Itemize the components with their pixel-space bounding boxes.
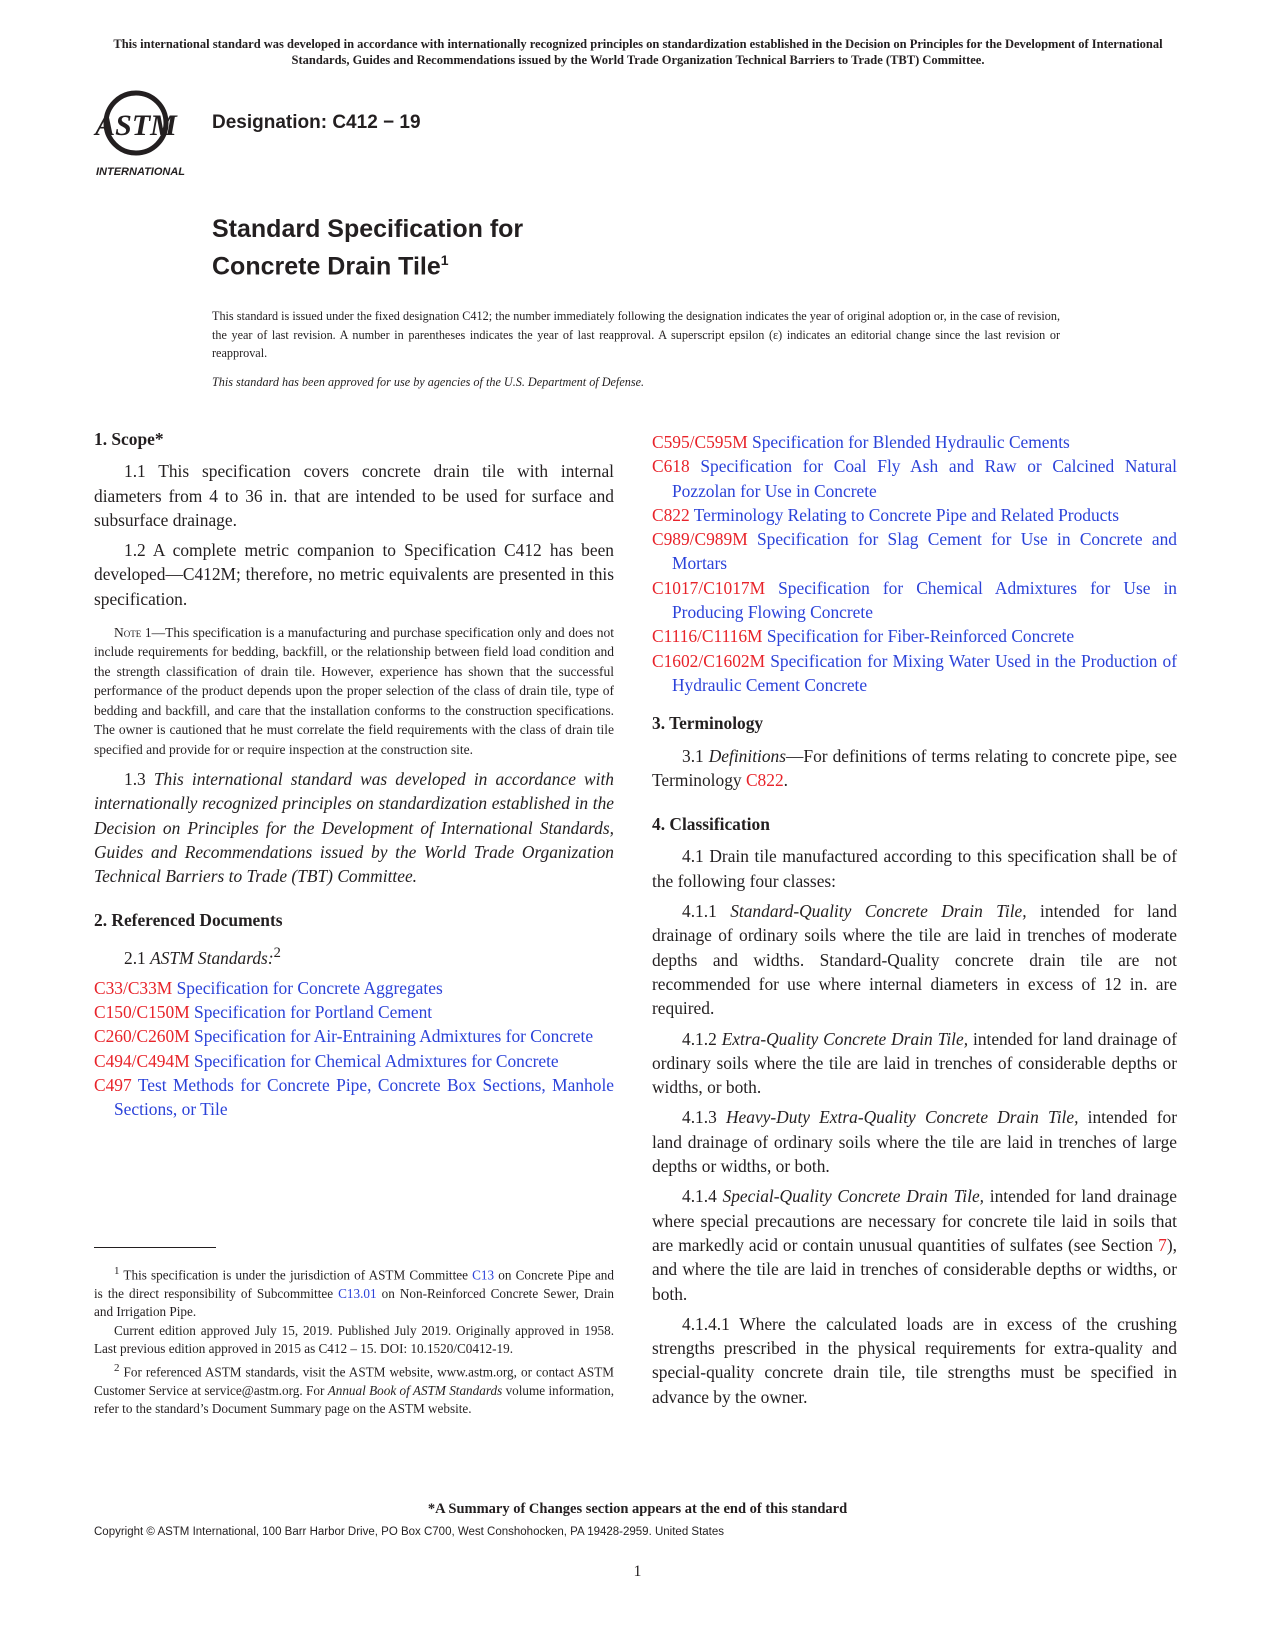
class-text: intended for land drainage of ordinary soils where the tile are laid in trenches of moderate depths and widths. Standard-Quality concrete drain tile are not recommended for use where internal diameters in excess of 12 in. are required.: [652, 901, 1177, 1019]
defense-approval: This standard has been approved for use by agencies of the U.S. Department of Defense.: [212, 375, 645, 389]
class-text: intended for land drainage where special precautions are necessary for concrete tile laid in soils that are markedly acid or contain unusual quantities of sulfates (see Section: [652, 1186, 1177, 1255]
class-num: 4.1.3: [682, 1107, 717, 1128]
wto-notice: This international standard was developed in accordance with internationally recognized principles on standardization established in the Decision on Principles for the Development of International Standards, Guides and Recommendations issued by the World Trade Organization Technical Barriers to Trade (TBT) Committee.: [113, 37, 1163, 67]
scope-1-3-text: This international standard was developed in accordance with internationally recognized principles on standardization established in the Decision on Principles for the Development of International Standards, Guides and Recommendations issued by the World Trade Organization Technical Barriers to Trade (TBT) Committee.: [94, 768, 614, 887]
right-column: [652, 430, 1177, 1415]
class-text: intended for land drainage of ordinary soils where the tile are laid in trenches of large depths or widths, or both.: [652, 1107, 1177, 1177]
ref-list-left: [94, 976, 614, 1122]
title-footnote-mark: 1: [440, 252, 449, 268]
ref-title[interactable]: Specification for Air-Entraining Admixtures for Concrete: [194, 1026, 594, 1047]
class-4-1-1: [652, 899, 1177, 1020]
class-label: Standard-Quality Concrete Drain Tile,: [730, 901, 1027, 922]
title-line-2: Concrete Drain Tile: [212, 252, 441, 281]
ref-code[interactable]: C1116/C1116M: [652, 626, 763, 647]
ref-item[interactable]: [652, 527, 1177, 576]
scope-1-3-num: 1.3: [124, 768, 146, 789]
ref-title[interactable]: Specification for Chemical Admixtures for Use in Producing Flowing Concrete: [672, 577, 1177, 623]
ref-item[interactable]: [652, 624, 1177, 648]
class-4-1: 4.1 Drain tile manufactured according to this specification shall be of the following four classes:: [652, 846, 1177, 891]
subcommittee-c1301-link[interactable]: C13.01: [338, 1285, 377, 1301]
term-end: .: [783, 769, 788, 790]
ref-title[interactable]: Specification for Slag Cement for Use in Concrete and Mortars: [672, 529, 1177, 574]
section-7-link[interactable]: 7: [1158, 1234, 1167, 1255]
ref-code[interactable]: C497: [94, 1074, 132, 1095]
ref-title[interactable]: Specification for Portland Cement: [194, 1002, 433, 1023]
class-num: 4.1.1: [682, 901, 717, 922]
scope-1-2: 1.2 A complete metric companion to Specification C412 has been developed—C412M; therefore, no metric equivalents are presented in this specification.: [94, 540, 614, 609]
term-text: —For definitions of terms relating to concrete pipe, see Terminology: [652, 745, 1177, 790]
designation: Designation: C412 − 19: [212, 112, 421, 133]
page-number: 1: [633, 1563, 642, 1580]
committee-c13-link[interactable]: C13: [472, 1267, 495, 1283]
fn2-mark: 2: [114, 1361, 120, 1374]
footnotes: [94, 1262, 614, 1419]
fn2-italic: Annual Book of ASTM Standards: [327, 1382, 503, 1398]
term-ref-link[interactable]: C822: [745, 769, 784, 790]
page-title: [212, 214, 523, 282]
ref-title[interactable]: Specification for Blended Hydraulic Cements: [752, 432, 1070, 452]
note-label: Note 1: [114, 625, 152, 641]
ref-code[interactable]: C989/C989M: [652, 529, 748, 550]
class-4-1-4-1: 4.1.4.1 Where the calculated loads are in excess of the crushing strengths prescribed in the physical requirements for extra-quality and special-quality concrete drain tile, tile strengths must be specified in advance by the owner.: [652, 1313, 1177, 1407]
referenced-heading: 2. Referenced Documents: [94, 910, 283, 931]
classification-heading: 4. Classification: [652, 814, 770, 835]
class-num: 4.1.2: [682, 1028, 717, 1049]
ref-code[interactable]: C822: [652, 504, 690, 525]
note-text: —This specification is a manufacturing and purchase specification only and does not include requirements for bedding, backfill, or the relationship between field load condition and the strength classification of drain tile. However, experience has shown that the successful performance of the product depends upon the proper selection of the class of drain tile, type of bedding and backfill, and care that the installation conforms to the construction specifications. The owner is cautioned that he must correlate the field requirements with the class of drain tile specified and provide for or require inspection at the construction site.: [94, 625, 614, 757]
ref-sub-label: ASTM Standards:: [150, 947, 274, 968]
ref-code[interactable]: C260/C260M: [94, 1026, 190, 1047]
ref-code[interactable]: C150/C150M: [94, 1002, 190, 1023]
ref-item[interactable]: [94, 1000, 614, 1024]
title-line-1: Standard Specification for: [212, 215, 524, 243]
class-4-1-2: [652, 1027, 1177, 1100]
fn1-text-c: on Non-Reinforced Concrete Sewer, Drain and Irrigation Pipe.: [94, 1285, 615, 1320]
class-label: Heavy-Duty Extra-Quality Concrete Drain Tile,: [725, 1107, 1079, 1128]
class-4-1-4: [652, 1184, 1177, 1305]
ref-sub-num: 2.1: [124, 947, 146, 968]
astm-standards-label: [94, 941, 614, 970]
ref-code[interactable]: C33/C33M: [94, 977, 173, 998]
footnote-1: [94, 1262, 614, 1322]
ref-code[interactable]: C595/C595M: [652, 432, 748, 452]
ref-item[interactable]: [94, 1073, 614, 1122]
footnote-rule: [94, 1247, 216, 1248]
ref-code[interactable]: C1017/C1017M: [652, 577, 766, 598]
footnote-2: [94, 1359, 614, 1419]
summary-of-changes-note: *A Summary of Changes section appears at the end of this standard: [427, 1501, 848, 1517]
class-num: 4.1.4: [682, 1186, 717, 1207]
scope-heading: 1. Scope*: [94, 429, 164, 449]
class-label: Special-Quality Concrete Drain Tile,: [722, 1186, 985, 1207]
ref-title[interactable]: Specification for Chemical Admixtures for Concrete: [194, 1050, 559, 1071]
ref-title[interactable]: Specification for Fiber-Reinforced Concrete: [766, 626, 1075, 647]
footnote-edition: Current edition approved July 15, 2019. Published July 2019. Originally approved in 1958. Last previous edition approved in 2015 as C412 – 15. DOI: 10.1520/C0412-19.: [94, 1322, 614, 1357]
ref-sub-sup: 2: [273, 944, 281, 961]
scope-1-3: [94, 767, 614, 888]
ref-item[interactable]: [652, 430, 1177, 454]
svg-text:ASTM: ASTM: [95, 109, 177, 142]
ref-item[interactable]: [652, 649, 1177, 698]
copyright: Copyright © ASTM International, 100 Barr Harbor Drive, PO Box C700, West Conshohocken, PA 19428-2959. United States: [94, 1526, 725, 1538]
ref-item[interactable]: [652, 576, 1177, 625]
ref-code[interactable]: C494/C494M: [94, 1050, 190, 1071]
class-label: Extra-Quality Concrete Drain Tile,: [721, 1028, 969, 1049]
note-1: [94, 623, 614, 759]
ref-item[interactable]: [652, 454, 1177, 503]
ref-code[interactable]: C618: [652, 456, 690, 477]
ref-code[interactable]: C1602/C1602M: [652, 650, 766, 671]
ref-item[interactable]: [94, 1024, 614, 1048]
ref-title[interactable]: Test Methods for Concrete Pipe, Concrete Box Sections, Manhole Sections, or Tile: [114, 1074, 614, 1120]
class-4-1-3: [652, 1105, 1177, 1178]
ref-item[interactable]: [652, 503, 1177, 527]
ref-list-right: [652, 430, 1177, 697]
terminology-heading: 3. Terminology: [652, 713, 764, 734]
scope-1-1: 1.1 This specification covers concrete drain tile with internal diameters from 4 to 36 in. that are intended to be used for surface and subsurface drainage.: [94, 461, 614, 530]
term-label: Definitions: [708, 745, 787, 766]
class-text: intended for land drainage of ordinary soils where the tile are laid in trenches of considerable depths or widths, or both.: [652, 1028, 1177, 1098]
fn2-text-a: For referenced ASTM standards, visit the ASTM website, www.astm.org, or contact ASTM Customer Service at service@astm.org. For: [94, 1364, 615, 1398]
ref-title[interactable]: Specification for Concrete Aggregates: [176, 977, 443, 998]
issued-statement: This standard is issued under the fixed designation C412; the number immediately following the designation indicates the year of original adoption or, in the case of revision, the year of last revision. A number in parentheses indicates the year of last reapproval. A superscript epsilon (ε) indicates an editorial change since the last revision or reapproval.: [212, 309, 1060, 360]
ref-title[interactable]: Specification for Mixing Water Used in the Production of Hydraulic Cement Concrete: [672, 650, 1177, 695]
fn2-text-b: volume information, refer to the standard’s Document Summary page on the ASTM website.: [94, 1382, 615, 1417]
fn1-mark: 1: [114, 1265, 120, 1277]
astm-logo: [92, 85, 204, 180]
ref-title[interactable]: Specification for Coal Fly Ash and Raw or Calcined Natural Pozzolan for Use in Concrete: [672, 456, 1177, 501]
svg-text:INTERNATIONAL: INTERNATIONAL: [96, 166, 186, 178]
ref-item[interactable]: [94, 1049, 614, 1073]
term-num: 3.1: [682, 745, 704, 766]
left-column: [94, 427, 614, 1122]
ref-title[interactable]: Terminology Relating to Concrete Pipe and Related Products: [693, 504, 1119, 525]
terminology-3-1: [652, 744, 1177, 793]
fn1-text-b: on Concrete Pipe and is the direct responsibility of Subcommittee: [94, 1267, 614, 1301]
fn1-text-a: This specification is under the jurisdiction of ASTM Committee: [123, 1267, 468, 1283]
ref-item[interactable]: [94, 976, 614, 1000]
class-text-end: ), and where the tile are laid in trenches of considerable depths or widths, or both.: [652, 1234, 1177, 1304]
